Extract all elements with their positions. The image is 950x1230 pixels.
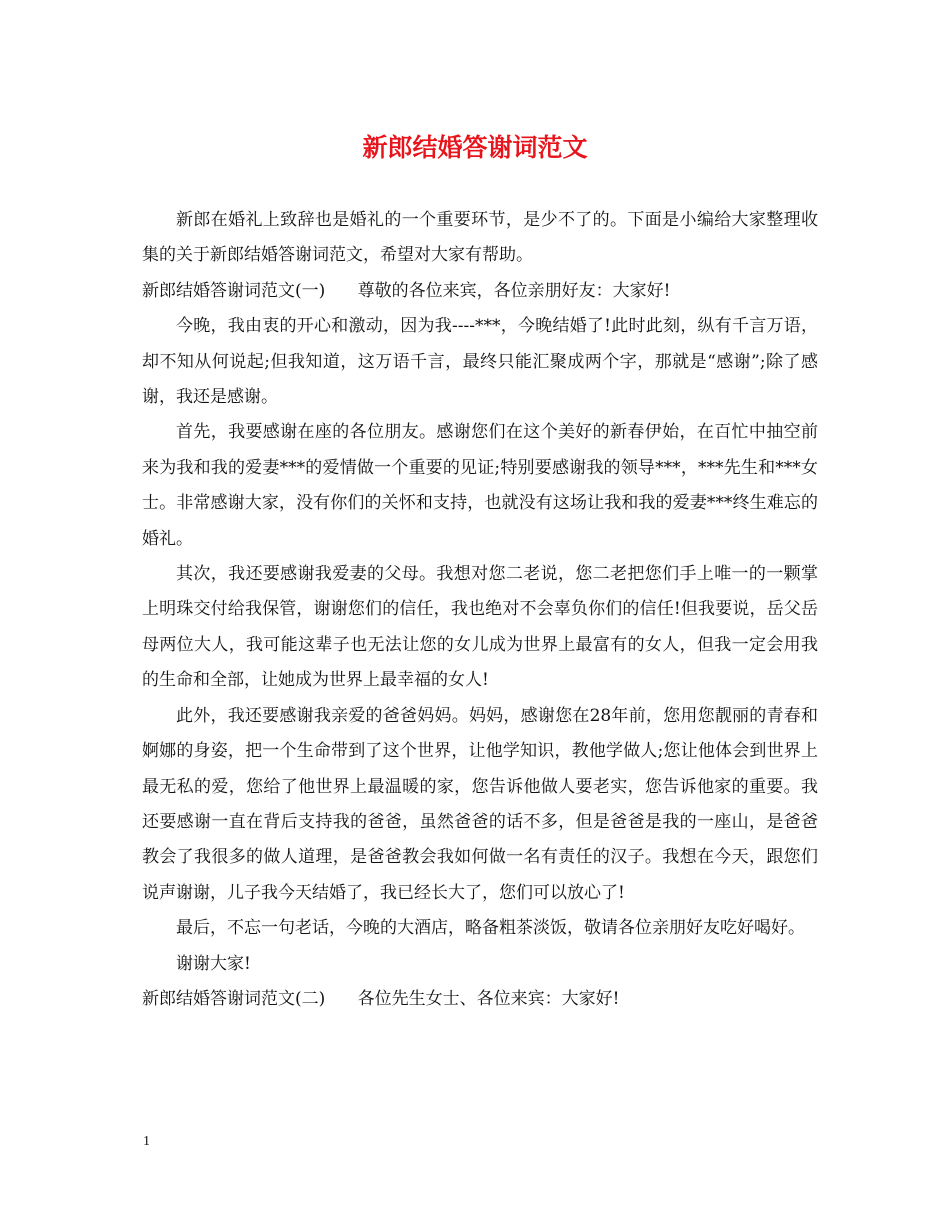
section-heading-1: 新郎结婚答谢词范文(一) 尊敬的各位来宾，各位亲朋好友：大家好! <box>142 280 671 301</box>
paragraph-5: 最后，不忘一句老话，今晚的大酒店，略备粗茶淡饭，敬请各位亲朋好友吃好喝好。 <box>176 918 805 939</box>
paragraph-2: 首先，我要感谢在座的各位朋友。感谢您们在这个美好的新春伊始，在百忙中抽空前来为我和我的爱妻***的爱情做一个重要的见证;特别要感谢我的领导***，***先生和***女士。非常感谢大家，没有你们的关怀和支持，也就没有这场让我和我的爱妻***终生难忘的婚礼。 <box>142 422 818 549</box>
intro-paragraph: 新郎在婚礼上致辞也是婚礼的一个重要环节，是少不了的。下面是小编给大家整理收集的关于新郎结婚答谢词范文，希望对大家有帮助。 <box>142 210 818 266</box>
paragraph-4: 此外，我还要感谢我亲爱的爸爸妈妈。妈妈，感谢您在28年前，您用您靓丽的青春和婀娜的身姿，把一个生命带到了这个世界，让他学知识，教他学做人;您让他体会到世界上最无私的爱，您给了他世界上最温暖的家，您告诉他做人要老实，您告诉他家的重要。我还要感谢一直在背后支持我的爸爸，虽然爸爸的话不多，但是爸爸是我的一座山，是爸爸教会了我很多的做人道理，是爸爸教会我如何做一名有责任的汉子。我想在今天，跟您们说声谢谢，儿子我今天结婚了，我已经长大了，您们可以放心了! <box>142 705 818 903</box>
paragraph-3: 其次，我还要感谢我爱妻的父母。我想对您二老说，您二老把您们手上唯一的一颗掌上明珠交付给我保管，谢谢您们的信任，我也绝对不会辜负你们的信任!但我要说，岳父岳母两位大人，我可能这辈子也无法让您的女儿成为世界上最富有的女人，但我一定会用我的生命和全部，让她成为世界上最幸福的女人! <box>142 564 818 691</box>
paragraph-1: 今晚，我由衷的开心和激动，因为我----***，今晚结婚了!此时此刻，纵有千言万语，却不知从何说起;但我知道，这万语千言，最终只能汇聚成两个字，那就是“感谢”;除了感谢，我还是感谢。 <box>142 316 818 408</box>
document-title: 新郎结婚答谢词范文 <box>362 133 588 162</box>
paragraph-6: 谢谢大家! <box>176 953 251 974</box>
document-body <box>142 203 818 1017</box>
page-number: 1 <box>143 1134 150 1149</box>
section-heading-2: 新郎结婚答谢词范文(二) 各位先生女士、各位来宾：大家好! <box>142 988 620 1009</box>
